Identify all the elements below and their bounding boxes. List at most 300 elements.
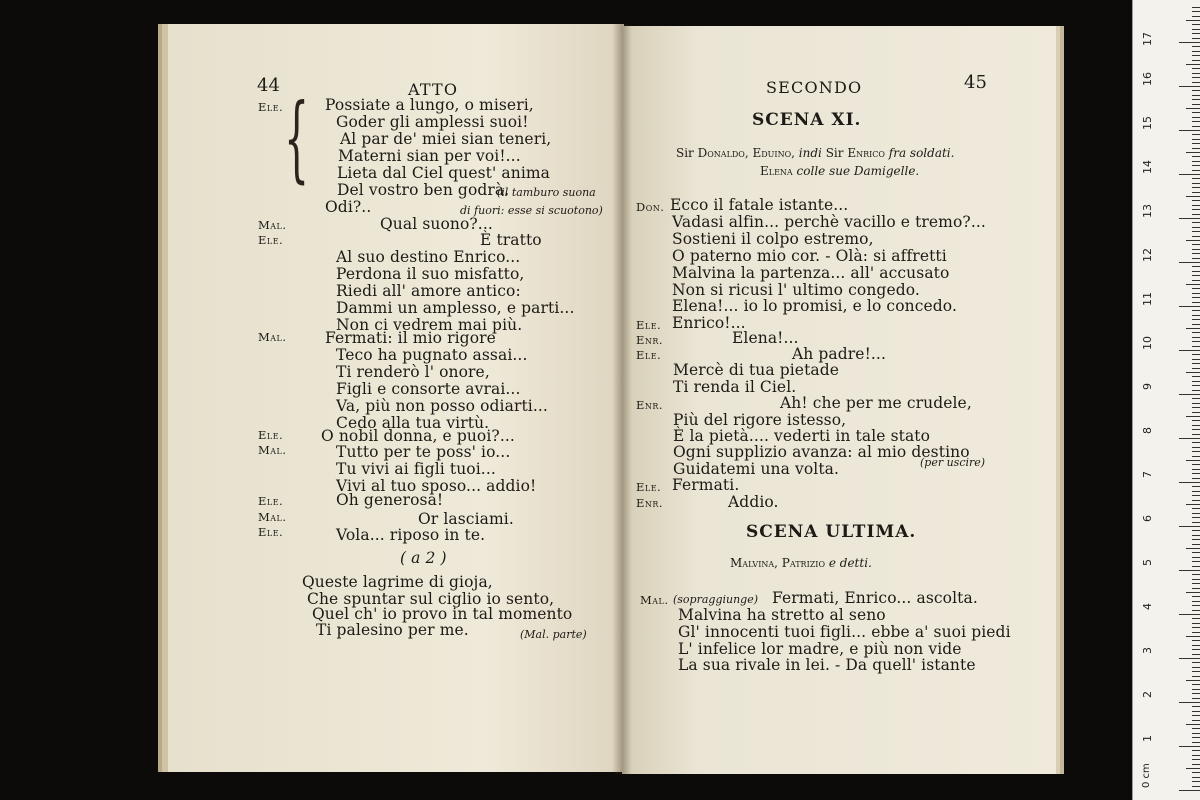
- ruler-tick: [1192, 671, 1200, 672]
- ruler-tick: [1192, 632, 1200, 633]
- ruler-number: 3: [1141, 647, 1154, 654]
- verse-line: Elena!... io lo promisi, e lo concedo.: [672, 297, 957, 315]
- verse-line: Dammi un amplesso, e parti...: [336, 299, 575, 317]
- cast-name: Malvina: [730, 556, 775, 570]
- ruler-tick: [1192, 649, 1200, 650]
- ruler-tick: [1192, 469, 1200, 470]
- ruler-tick: [1186, 64, 1200, 65]
- verse-line: Che spuntar sul ciglio io sento,: [307, 590, 555, 608]
- verse-line: Tutto per te poss' io...: [336, 443, 511, 461]
- ruler-tick: [1192, 77, 1200, 78]
- verse-line: Del vostro ben godrà.: [337, 181, 510, 199]
- ruler-tick: [1192, 495, 1200, 496]
- ruler-tick: [1192, 95, 1200, 96]
- ruler-tick: [1192, 451, 1200, 452]
- ruler-tick: [1179, 482, 1200, 483]
- ruler-tick: [1179, 614, 1200, 615]
- verse-line: Va, più non posso odiarti...: [336, 397, 548, 415]
- ruler-tick: [1192, 434, 1200, 435]
- ruler-tick: [1186, 636, 1200, 637]
- scene-title: SCENA ULTIMA.: [746, 522, 917, 542]
- ruler-tick: [1192, 750, 1200, 751]
- ruler-tick: [1192, 33, 1200, 34]
- ruler-tick: [1192, 764, 1200, 765]
- ruler-tick: [1179, 218, 1200, 219]
- speaker-label: Mal.: [640, 593, 669, 607]
- verse-line: Ti renderò l' onore,: [336, 363, 490, 381]
- ruler-tick: [1192, 55, 1200, 56]
- cast-name: Enrico: [847, 146, 885, 160]
- verse-line: Ecco il fatale istante...: [670, 196, 849, 214]
- ruler-tick: [1192, 236, 1200, 237]
- ruler-number: 9: [1141, 383, 1154, 390]
- ruler-tick: [1192, 90, 1200, 91]
- verse-line: Al suo destino Enrico...: [336, 248, 521, 266]
- ruler-tick: [1192, 645, 1200, 646]
- ruler-tick: [1192, 315, 1200, 316]
- verse-line: La sua rivale in lei. - Da quell' istante: [678, 656, 976, 674]
- ruler-tick: [1192, 187, 1200, 188]
- verse-line: Al par de' miei sian teneri,: [340, 130, 552, 148]
- ruler-tick: [1192, 385, 1200, 386]
- ruler-tick: [1179, 746, 1200, 747]
- verse-line: Queste lagrime di gioja,: [302, 573, 493, 591]
- verse-line: Ti renda il Ciel.: [673, 378, 797, 396]
- ruler-tick: [1192, 535, 1200, 536]
- ruler-tick: [1192, 689, 1200, 690]
- ruler-tick: [1192, 337, 1200, 338]
- ruler-tick: [1192, 51, 1200, 52]
- ruler-tick: [1192, 420, 1200, 421]
- ruler-tick: [1192, 7, 1200, 8]
- ruler-tick: [1192, 579, 1200, 580]
- ruler-number: 10: [1141, 336, 1154, 350]
- ruler-tick: [1192, 29, 1200, 30]
- ruler-tick: [1192, 473, 1200, 474]
- running-header: ATTO: [408, 80, 459, 99]
- ruler-tick: [1192, 117, 1200, 118]
- ruler-tick: [1192, 73, 1200, 74]
- speaker-label: Don.: [636, 200, 665, 214]
- ruler-tick: [1192, 610, 1200, 611]
- speaker-label: Ele.: [636, 318, 662, 332]
- ruler-tick: [1192, 381, 1200, 382]
- ruler-tick: [1192, 341, 1200, 342]
- ruler-tick: [1192, 676, 1200, 677]
- verse-line: È tratto: [480, 231, 542, 249]
- verse-line: Vadasi alfin... perchè vacillo e tremo?...: [672, 213, 986, 231]
- stage-direction: (Mal. parte): [520, 628, 587, 641]
- verse-line: Elena!...: [732, 329, 799, 347]
- ruler-tick: [1179, 262, 1200, 263]
- ruler-tick: [1192, 777, 1200, 778]
- ruler-tick: [1192, 786, 1200, 787]
- ruler-tick: [1192, 139, 1200, 140]
- ruler-tick: [1192, 517, 1200, 518]
- ruler-tick: [1192, 121, 1200, 122]
- ruler-tick: [1192, 126, 1200, 127]
- cast-text: e detti.: [828, 556, 872, 570]
- ruler-tick: [1192, 720, 1200, 721]
- ruler-tick: [1192, 200, 1200, 201]
- ruler-tick: [1192, 742, 1200, 743]
- verse-line: Oh generosa!: [336, 491, 444, 509]
- ruler-tick: [1186, 240, 1200, 241]
- ruler-tick: [1192, 684, 1200, 685]
- ruler-tick: [1192, 544, 1200, 545]
- verse-line: Fermati, Enrico... ascolta.: [772, 589, 978, 607]
- stage-direction: (per uscire): [920, 456, 986, 469]
- ruler-tick: [1192, 310, 1200, 311]
- ruler-tick: [1179, 790, 1200, 791]
- verse-line: Fermati: il mio rigore: [325, 329, 496, 347]
- ruler-tick: [1192, 522, 1200, 523]
- ruler-tick: [1192, 11, 1200, 12]
- ruler-tick: [1192, 227, 1200, 228]
- running-header: SECONDO: [766, 78, 863, 97]
- ruler-tick: [1192, 266, 1200, 267]
- ruler-unit: 0 cm: [1141, 763, 1152, 788]
- ruler-tick: [1192, 359, 1200, 360]
- ruler-tick: [1192, 588, 1200, 589]
- ruler-tick: [1192, 618, 1200, 619]
- ruler-tick: [1186, 504, 1200, 505]
- speaker-label: Enr.: [636, 496, 664, 510]
- verse-line: Perdona il suo misfatto,: [336, 265, 525, 283]
- ruler-tick: [1179, 350, 1200, 351]
- ruler-tick: [1192, 425, 1200, 426]
- ruler-tick: [1186, 196, 1200, 197]
- ruler-tick: [1192, 165, 1200, 166]
- cast-text: ,: [744, 146, 753, 160]
- ruler-number: 12: [1141, 248, 1154, 262]
- cast-text: indi: [798, 146, 822, 160]
- scene-title: SCENA XI.: [752, 110, 862, 130]
- page-number: 44: [257, 75, 280, 96]
- ruler-tick: [1192, 605, 1200, 606]
- ruler-tick: [1192, 596, 1200, 597]
- ruler-tick: [1186, 108, 1200, 109]
- verse-brace: {: [284, 84, 310, 193]
- cast-text: Sir: [676, 146, 698, 160]
- ruler-tick: [1192, 390, 1200, 391]
- ruler-tick: [1192, 486, 1200, 487]
- ruler-tick: [1192, 192, 1200, 193]
- ruler-tick: [1192, 478, 1200, 479]
- ruler-tick: [1192, 508, 1200, 509]
- ruler-tick: [1192, 170, 1200, 171]
- speaker-label: Mal.: [258, 218, 287, 232]
- ruler-tick: [1192, 293, 1200, 294]
- verse-line: Vola... riposo in te.: [336, 526, 486, 544]
- ruler-tick: [1192, 623, 1200, 624]
- ruler-tick: [1192, 134, 1200, 135]
- verse-line: Possiate a lungo, o miseri,: [325, 96, 534, 114]
- verse-line: Guidatemi una volta.: [673, 460, 840, 478]
- ruler-tick: [1192, 530, 1200, 531]
- verse-line: Materni sian per voi!...: [338, 147, 521, 165]
- ruler-tick: [1186, 152, 1200, 153]
- ruler-tick: [1192, 104, 1200, 105]
- ruler-number: 11: [1141, 292, 1154, 306]
- stage-direction: (sopraggiunge): [673, 593, 759, 606]
- ruler-number: 16: [1141, 72, 1154, 86]
- speaker-label: Enr.: [636, 333, 664, 347]
- ruler-tick: [1192, 253, 1200, 254]
- verse-line: Quel ch' io provo in tal momento: [312, 605, 573, 623]
- verse-line: Malvina la partenza... all' accusato: [672, 264, 950, 282]
- ruler-tick: [1179, 42, 1200, 43]
- page-number: 45: [964, 72, 987, 93]
- speaker-label: Ele.: [258, 233, 284, 247]
- speaker-label: Ele.: [636, 348, 662, 362]
- speaker-label: Ele.: [258, 525, 284, 539]
- ruler-tick: [1179, 86, 1200, 87]
- ruler-tick: [1192, 148, 1200, 149]
- ruler-number: 8: [1141, 427, 1154, 434]
- verse-line: Figli e consorte avrai...: [336, 380, 521, 398]
- ruler-number: 6: [1141, 515, 1154, 522]
- ruler-tick: [1192, 552, 1200, 553]
- cast-text: Sir: [821, 146, 848, 160]
- cast-name: Patrizio: [781, 556, 826, 570]
- ruler-tick: [1179, 174, 1200, 175]
- ruler-number: 14: [1141, 160, 1154, 174]
- verse-line: L' infelice lor madre, e più non vide: [678, 640, 962, 658]
- verse-line: Cedo alla tua virtù.: [336, 414, 490, 432]
- ruler-tick: [1192, 566, 1200, 567]
- cast-text: ,: [774, 556, 782, 570]
- ruler-tick: [1192, 68, 1200, 69]
- ruler-tick: [1192, 640, 1200, 641]
- ruler-tick: [1192, 38, 1200, 39]
- verse-line: Fermati.: [672, 476, 740, 494]
- book-gutter: [612, 24, 632, 774]
- ruler-tick: [1192, 737, 1200, 738]
- ruler-tick: [1192, 178, 1200, 179]
- ruler-tick: [1192, 728, 1200, 729]
- ruler-tick: [1192, 583, 1200, 584]
- ruler-tick: [1192, 376, 1200, 377]
- ruler-tick: [1186, 768, 1200, 769]
- ruler-tick: [1186, 284, 1200, 285]
- ruler-tick: [1192, 698, 1200, 699]
- ruler-tick: [1192, 759, 1200, 760]
- ruler-tick: [1192, 557, 1200, 558]
- verse-line: Sostieni il colpo estremo,: [672, 230, 874, 248]
- ruler-tick: [1192, 513, 1200, 514]
- ruler-number: 17: [1141, 32, 1154, 46]
- ruler-tick: [1192, 209, 1200, 210]
- ruler-tick: [1192, 46, 1200, 47]
- ruler-tick: [1192, 258, 1200, 259]
- ruler-number: 15: [1141, 116, 1154, 130]
- ruler-tick: [1192, 271, 1200, 272]
- ruler-tick: [1186, 416, 1200, 417]
- ruler-tick: [1192, 627, 1200, 628]
- ruler-tick: [1192, 574, 1200, 575]
- verse-line: Vivi al tuo sposo... addio!: [336, 477, 537, 495]
- ruler-tick: [1186, 724, 1200, 725]
- ruler-tick: [1192, 205, 1200, 206]
- ruler-tick: [1192, 332, 1200, 333]
- ruler-tick: [1192, 244, 1200, 245]
- verse-line: Non si ricusi l' ultimo congedo.: [672, 281, 920, 299]
- ruler-tick: [1192, 231, 1200, 232]
- ruler-tick: [1192, 222, 1200, 223]
- verse-line: Gl' innocenti tuoi figli... ebbe a' suoi piedi: [678, 623, 1011, 641]
- speaker-label: Ele.: [258, 100, 284, 114]
- ruler-tick: [1192, 99, 1200, 100]
- measuring-ruler: [1132, 0, 1200, 800]
- ruler-number: 13: [1141, 204, 1154, 218]
- ruler-tick: [1192, 447, 1200, 448]
- verse-line: Mercè di tua pietade: [673, 361, 840, 379]
- ruler-tick: [1192, 706, 1200, 707]
- ruler-tick: [1179, 438, 1200, 439]
- ruler-tick: [1192, 82, 1200, 83]
- ruler-tick: [1192, 143, 1200, 144]
- ruler-number: 7: [1141, 471, 1154, 478]
- speaker-label: Enr.: [636, 398, 664, 412]
- ruler-tick: [1192, 156, 1200, 157]
- ruler-tick: [1192, 407, 1200, 408]
- ruler-tick: [1192, 16, 1200, 17]
- ruler-tick: [1192, 288, 1200, 289]
- ruler-tick: [1192, 112, 1200, 113]
- ruler-tick: [1192, 781, 1200, 782]
- verse-line: È la pietà.... vederti in tale stato: [673, 427, 931, 445]
- ruler-tick: [1192, 60, 1200, 61]
- ruler-tick: [1192, 403, 1200, 404]
- ruler-tick: [1192, 772, 1200, 773]
- speaker-label: Ele.: [636, 480, 662, 494]
- ruler-tick: [1192, 654, 1200, 655]
- ruler-tick: [1192, 500, 1200, 501]
- speaker-label: Ele.: [258, 494, 284, 508]
- ruler-tick: [1192, 412, 1200, 413]
- ruler-number: 5: [1141, 559, 1154, 566]
- cast-name: Eduino: [752, 146, 792, 160]
- ruler-tick: [1192, 442, 1200, 443]
- verse-line: Or lasciami.: [418, 510, 514, 528]
- ruler-tick: [1192, 346, 1200, 347]
- verse-line: Lieta dal Ciel quest' anima: [337, 164, 551, 182]
- ruler-tick: [1179, 306, 1200, 307]
- scene-cast: [760, 164, 919, 178]
- scene-cast: [676, 146, 954, 160]
- cast-text: fra soldati.: [888, 146, 955, 160]
- speaker-label: Mal.: [258, 443, 287, 457]
- verse-line: Teco ha pugnato assai...: [336, 346, 528, 364]
- stage-direction: di fuori: esse si scuotono): [460, 204, 603, 217]
- ruler-tick: [1192, 693, 1200, 694]
- cast-name: Elena: [760, 164, 793, 178]
- ruler-tick: [1192, 398, 1200, 399]
- ruler-number: 4: [1141, 603, 1154, 610]
- ruler-tick: [1192, 491, 1200, 492]
- ruler-tick: [1192, 464, 1200, 465]
- ruler-tick: [1192, 183, 1200, 184]
- ruler-tick: [1179, 394, 1200, 395]
- ruler-tick: [1179, 130, 1200, 131]
- verse-line: O paterno mio cor. - Olà: si affretti: [672, 247, 947, 265]
- ruler-tick: [1192, 275, 1200, 276]
- ruler-tick: [1192, 667, 1200, 668]
- ruler-tick: [1192, 539, 1200, 540]
- speaker-label: Mal.: [258, 330, 287, 344]
- ruler-tick: [1192, 161, 1200, 162]
- verse-line: Riedi all' amore antico:: [336, 282, 521, 300]
- verse-line: Enrico!...: [672, 314, 746, 332]
- verse-line: Più del rigore istesso,: [673, 411, 847, 429]
- verse-line: Odi?..: [325, 198, 372, 216]
- verse-line: Non ci vedrem mai più.: [336, 316, 523, 334]
- cast-name: Donaldo: [697, 146, 745, 160]
- speaker-label: Mal.: [258, 510, 287, 524]
- verse-line: O nobil donna, e puoi?...: [321, 427, 515, 445]
- ruler-tick: [1192, 249, 1200, 250]
- verse-line: Addio.: [728, 493, 779, 511]
- ruler-tick: [1192, 24, 1200, 25]
- ruler-tick: [1179, 702, 1200, 703]
- ruler-tick: [1186, 460, 1200, 461]
- ruler-tick: [1192, 755, 1200, 756]
- ruler-tick: [1192, 368, 1200, 369]
- ruler-tick: [1192, 319, 1200, 320]
- ruler-tick: [1192, 561, 1200, 562]
- ruler-tick: [1186, 372, 1200, 373]
- verse-line: Ah padre!...: [792, 345, 886, 363]
- ruler-number: 1: [1141, 735, 1154, 742]
- ruler-tick: [1186, 328, 1200, 329]
- ruler-tick: [1186, 592, 1200, 593]
- scene-cast: [730, 556, 872, 570]
- ruler-tick: [1179, 526, 1200, 527]
- ruler-tick: [1192, 280, 1200, 281]
- a-due-marker: ( a 2 ): [400, 549, 447, 567]
- verse-line: Ogni supplizio avanza: al mio destino: [673, 443, 970, 461]
- cast-text: colle sue Damigelle.: [796, 164, 920, 178]
- ruler-tick: [1186, 548, 1200, 549]
- ruler-tick: [1192, 363, 1200, 364]
- ruler-tick: [1192, 297, 1200, 298]
- ruler-tick: [1192, 601, 1200, 602]
- verse-line: Goder gli amplessi suoi!: [336, 113, 529, 131]
- ruler-tick: [1186, 680, 1200, 681]
- ruler-tick: [1192, 354, 1200, 355]
- ruler-tick: [1192, 711, 1200, 712]
- stage-direction: (il tamburo suona: [497, 186, 596, 199]
- verse-line: Malvina ha stretto al seno: [678, 606, 886, 624]
- verse-line: Tu vivi ai figli tuoi...: [336, 460, 496, 478]
- ruler-tick: [1192, 715, 1200, 716]
- ruler-tick: [1192, 214, 1200, 215]
- ruler-tick: [1179, 658, 1200, 659]
- ruler-tick: [1186, 20, 1200, 21]
- ruler-tick: [1192, 733, 1200, 734]
- cast-text: ,: [791, 146, 799, 160]
- speaker-label: Ele.: [258, 428, 284, 442]
- ruler-tick: [1192, 302, 1200, 303]
- verse-line: Ti palesino per me.: [316, 621, 469, 639]
- ruler-tick: [1192, 662, 1200, 663]
- ruler-tick: [1192, 456, 1200, 457]
- ruler-tick: [1192, 324, 1200, 325]
- ruler-number: 2: [1141, 691, 1154, 698]
- ruler-tick: [1192, 429, 1200, 430]
- verse-line: Qual suono?...: [380, 215, 493, 233]
